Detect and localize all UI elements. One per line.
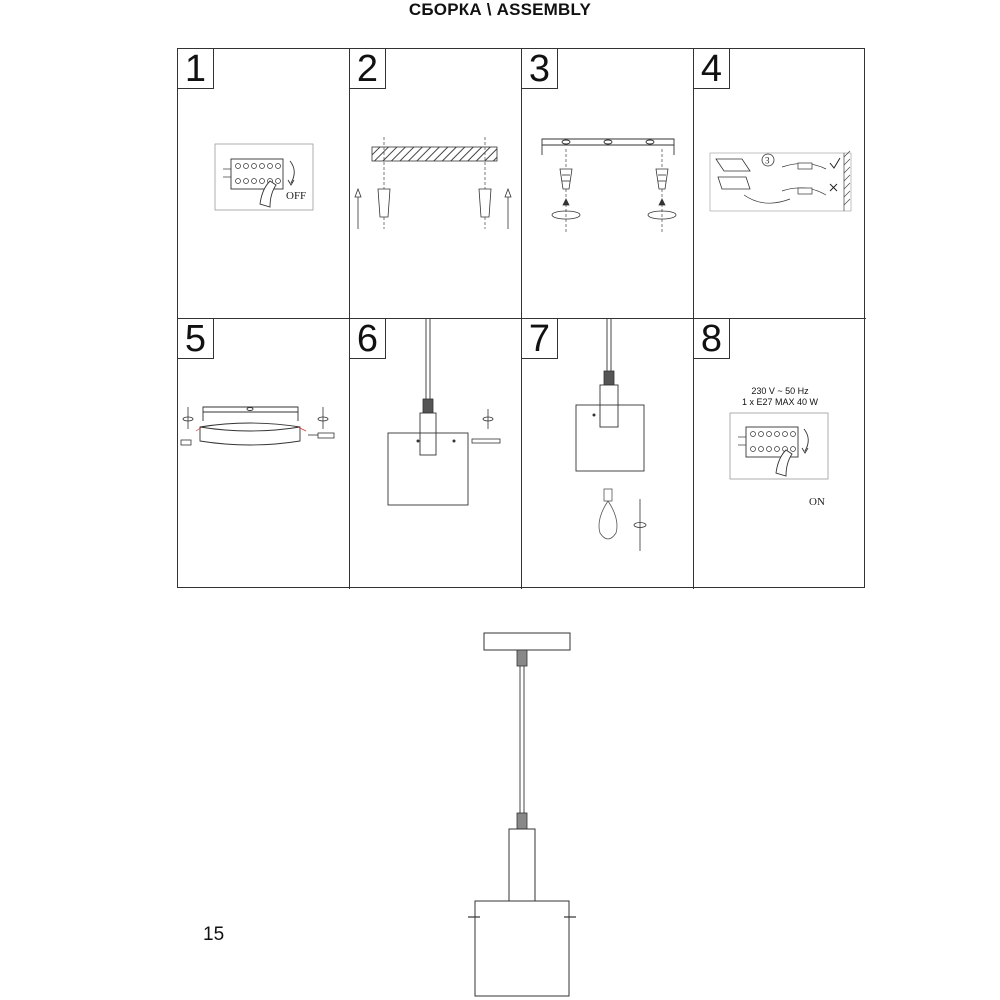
cable-grip: [517, 650, 527, 666]
step-3: [522, 49, 694, 319]
mounting-bracket: [203, 407, 298, 421]
bulb-icon: [599, 489, 617, 539]
step-7: [522, 319, 694, 589]
attach-shade-illustration: [350, 319, 522, 589]
lamp-holder: [600, 385, 618, 427]
page-title: СБОРКА \ ASSEMBLY: [408, 0, 592, 19]
step-8: [694, 319, 866, 589]
step-6: [350, 319, 522, 589]
step-5: [178, 319, 350, 589]
rotate-arrow-icon: [472, 409, 500, 443]
wire-connector: [798, 163, 812, 194]
step-number: 1: [178, 49, 214, 89]
rotate-arrow-icon: [552, 199, 676, 219]
rotate-arrow-icon: [290, 161, 294, 183]
check-icon: [830, 158, 840, 168]
wall-plug-icon: [378, 189, 491, 217]
screw-icon: [560, 169, 668, 189]
step-number: 6: [350, 319, 386, 359]
step-number: 3: [522, 49, 558, 89]
lamp-holder: [509, 829, 535, 901]
switch-off-label: OFF: [286, 190, 307, 202]
voltage-spec: 230 V ~ 50 Hz: [751, 386, 809, 396]
assembly-steps-grid: [177, 48, 865, 588]
step-number: 2: [350, 49, 386, 89]
attach-canopy-illustration: [178, 319, 350, 589]
step-4: [694, 49, 866, 319]
rotate-arrow-icon: [804, 429, 808, 451]
install-bulb-illustration: [522, 319, 694, 589]
ceiling-canopy: [484, 633, 570, 650]
ceiling: [372, 147, 497, 161]
lamp-shade: [475, 901, 569, 996]
switch-on-illustration: [694, 319, 866, 589]
canopy: [200, 423, 300, 445]
cable-grip: [517, 813, 527, 829]
step-1: [178, 49, 350, 319]
suspension-cable: [520, 666, 524, 813]
cross-icon: [830, 184, 837, 191]
wall-edge: [844, 151, 850, 211]
switch-on-label: ON: [809, 496, 825, 508]
step-number: 5: [178, 319, 214, 359]
hand-icon: [260, 181, 276, 207]
hand-icon: [776, 450, 792, 476]
switch-off-illustration: [178, 49, 350, 319]
mounting-bracket: [542, 139, 674, 155]
step-2: [350, 49, 522, 319]
step-number: 7: [522, 319, 558, 359]
step-badge: 3: [765, 155, 770, 166]
rotate-arrow-icon: [634, 499, 646, 551]
lamp-holder: [420, 413, 436, 455]
cable-grip: [604, 371, 614, 385]
terminal-block-icon: [716, 159, 750, 189]
bulb-spec: 1 x E27 MAX 40 W: [741, 397, 819, 407]
step-number: 4: [694, 49, 730, 89]
mount-bracket-illustration: [522, 49, 694, 319]
page-number: 15: [203, 924, 225, 945]
wire-connection-illustration: [694, 49, 866, 319]
cable-grip: [423, 399, 433, 413]
drill-wall-illustration: [350, 49, 522, 319]
step-number: 8: [694, 319, 730, 359]
assembled-lamp-diagram: [460, 625, 580, 1000]
